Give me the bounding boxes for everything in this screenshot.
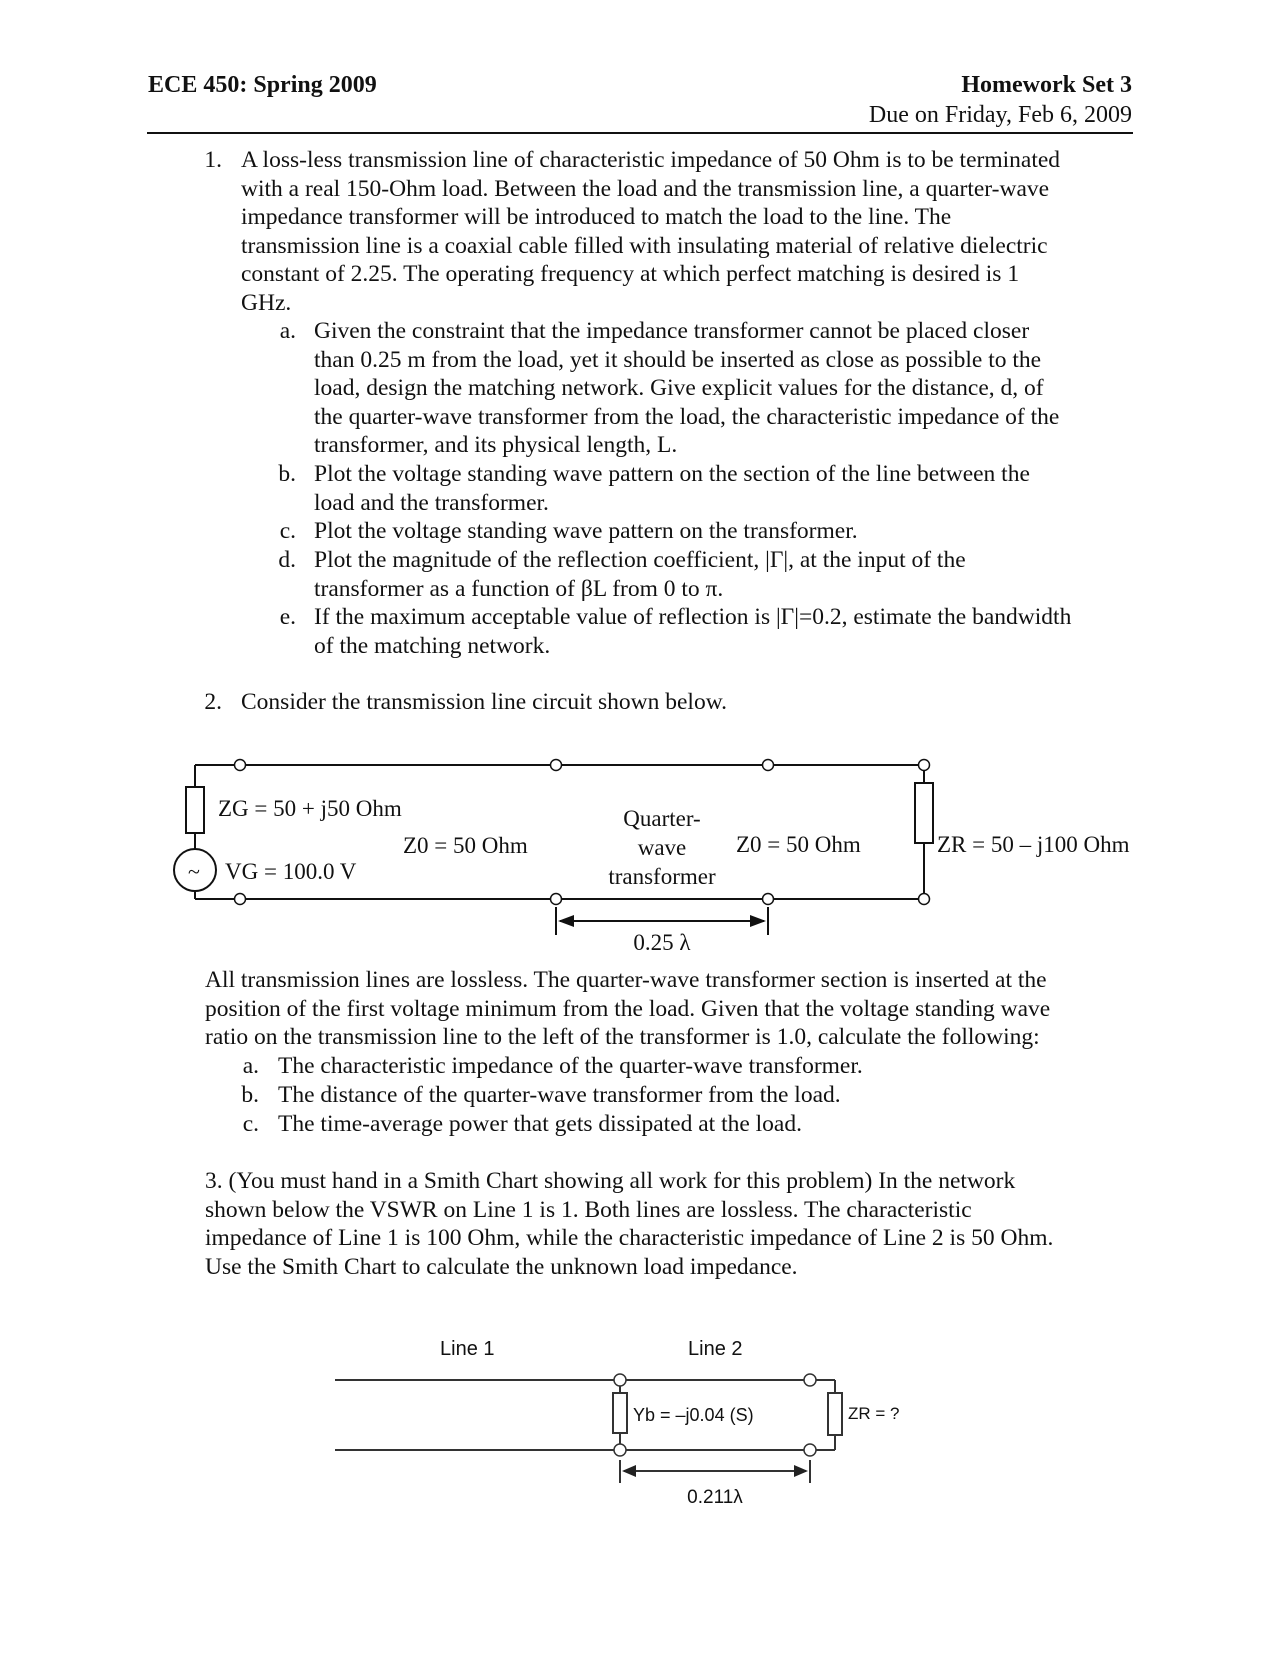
text-line: impedance transformer will be introduced to match the load to the line. The xyxy=(241,204,952,230)
text-line: Plot the magnitude of the reflection coefficient, |Γ|, at the input of the xyxy=(314,547,966,573)
label-transformer: transformer xyxy=(608,864,716,889)
problem-text xyxy=(241,146,1060,317)
part-e-text xyxy=(314,603,1071,660)
label-zr-unknown: ZR = ? xyxy=(848,1404,900,1423)
label-line-2: Line 2 xyxy=(688,1338,743,1360)
label-yb: Yb = –j0.04 (S) xyxy=(633,1405,754,1425)
part-b-text xyxy=(314,460,1030,517)
text-line: of the matching network. xyxy=(314,632,551,659)
header-rule xyxy=(147,132,1133,134)
label-line-1: Line 1 xyxy=(440,1338,495,1360)
part-a-text xyxy=(314,317,1059,460)
problem-2-intro: Consider the transmission line circuit shown below. xyxy=(241,689,728,715)
text-line: 3. (You must hand in a Smith Chart showing all work for this problem) In the network xyxy=(205,1168,1016,1194)
part-label: c. xyxy=(242,1111,259,1137)
part-label: a. xyxy=(279,318,296,344)
text-line: the quarter-wave transformer from the load, the characteristic impedance of the xyxy=(314,403,1060,430)
part-label: b. xyxy=(278,461,296,487)
label-z0-right: Z0 = 50 Ohm xyxy=(736,832,861,857)
text-line: with a real 150-Ohm load. Between the load and the transmission line, a quarter-wave xyxy=(241,175,1050,202)
p2-part-a: The characteristic impedance of the quarter-wave transformer. xyxy=(278,1053,863,1079)
text-line: load and the transformer. xyxy=(314,489,549,516)
text-line: than 0.25 m from the load, yet it should be inserted as close as possible to the xyxy=(314,346,1042,373)
label-zg: ZG = 50 + j50 Ohm xyxy=(218,796,402,821)
label-length-2: 0.211λ xyxy=(687,1487,743,1508)
text-line: GHz. xyxy=(241,289,292,316)
text-line: shown below the VSWR on Line 1 is 1. Both lines are lossless. The characteristic xyxy=(205,1196,972,1223)
part-label: c. xyxy=(279,518,296,544)
part-d-text xyxy=(314,546,966,603)
part-label: b. xyxy=(241,1082,259,1108)
label-z0-left: Z0 = 50 Ohm xyxy=(403,833,528,858)
text-line: A loss-less transmission line of characteristic impedance of 50 Ohm is to be terminated xyxy=(241,147,1061,173)
part-label: e. xyxy=(279,604,296,630)
text-line: If the maximum acceptable value of reflection is |Γ|=0.2, estimate the bandwidth xyxy=(314,604,1072,630)
text-line: impedance of Line 1 is 100 Ohm, while the characteristic impedance of Line 2 is 50 Ohm. xyxy=(205,1225,1054,1251)
label-quarter: Quarter- xyxy=(623,806,701,831)
problem-number: 2. xyxy=(204,689,222,715)
label-wave: wave xyxy=(637,835,687,860)
text-line: transformer, and its physical length, L. xyxy=(314,432,678,458)
part-label: d. xyxy=(278,547,296,573)
part-label: a. xyxy=(242,1053,259,1079)
text-line: Use the Smith Chart to calculate the unknown load impedance. xyxy=(205,1253,798,1280)
p2-part-c: The time-average power that gets dissipated at the load. xyxy=(278,1111,802,1137)
text-line: constant of 2.25. The operating frequency at which perfect matching is desired is 1 xyxy=(241,261,1020,287)
part-c-text xyxy=(314,517,858,546)
course-title: ECE 450: Spring 2009 xyxy=(148,72,377,98)
label-zr: ZR = 50 – j100 Ohm xyxy=(937,832,1130,857)
circuit-figure-1 xyxy=(170,745,1170,955)
text-line: ratio on the transmission line to the left of the transformer is 1.0, calculate the following: xyxy=(205,1024,1040,1050)
problem-2-text xyxy=(205,966,1050,1052)
circuit-figure-2 xyxy=(330,1325,950,1515)
text-line: transmission line is a coaxial cable filled with insulating material of relative dielectric xyxy=(241,232,1048,259)
homework-title: Homework Set 3 xyxy=(961,72,1132,98)
text-line: Given the constraint that the impedance transformer cannot be placed closer xyxy=(314,318,1030,344)
label-vg: VG = 100.0 V xyxy=(225,859,357,884)
problem-number: 1. xyxy=(204,147,222,173)
text-line: Plot the voltage standing wave pattern on the section of the line between the xyxy=(314,461,1030,487)
label-length: 0.25 λ xyxy=(633,930,691,955)
due-date: Due on Friday, Feb 6, 2009 xyxy=(868,102,1132,128)
source-symbol: ~ xyxy=(188,859,200,884)
text-line: transformer as a function of βL from 0 to π. xyxy=(314,575,724,602)
problem-3-text xyxy=(205,1167,1053,1281)
text-line: Plot the voltage standing wave pattern on the transformer. xyxy=(314,518,858,544)
text-line: position of the first voltage minimum from the load. Given that the voltage standing wave xyxy=(205,995,1051,1022)
p2-part-b: The distance of the quarter-wave transformer from the load. xyxy=(278,1082,841,1108)
text-line: load, design the matching network. Give explicit values for the distance, d, of xyxy=(314,375,1044,401)
text-line: All transmission lines are lossless. The quarter-wave transformer section is inserted at the xyxy=(205,967,1047,993)
